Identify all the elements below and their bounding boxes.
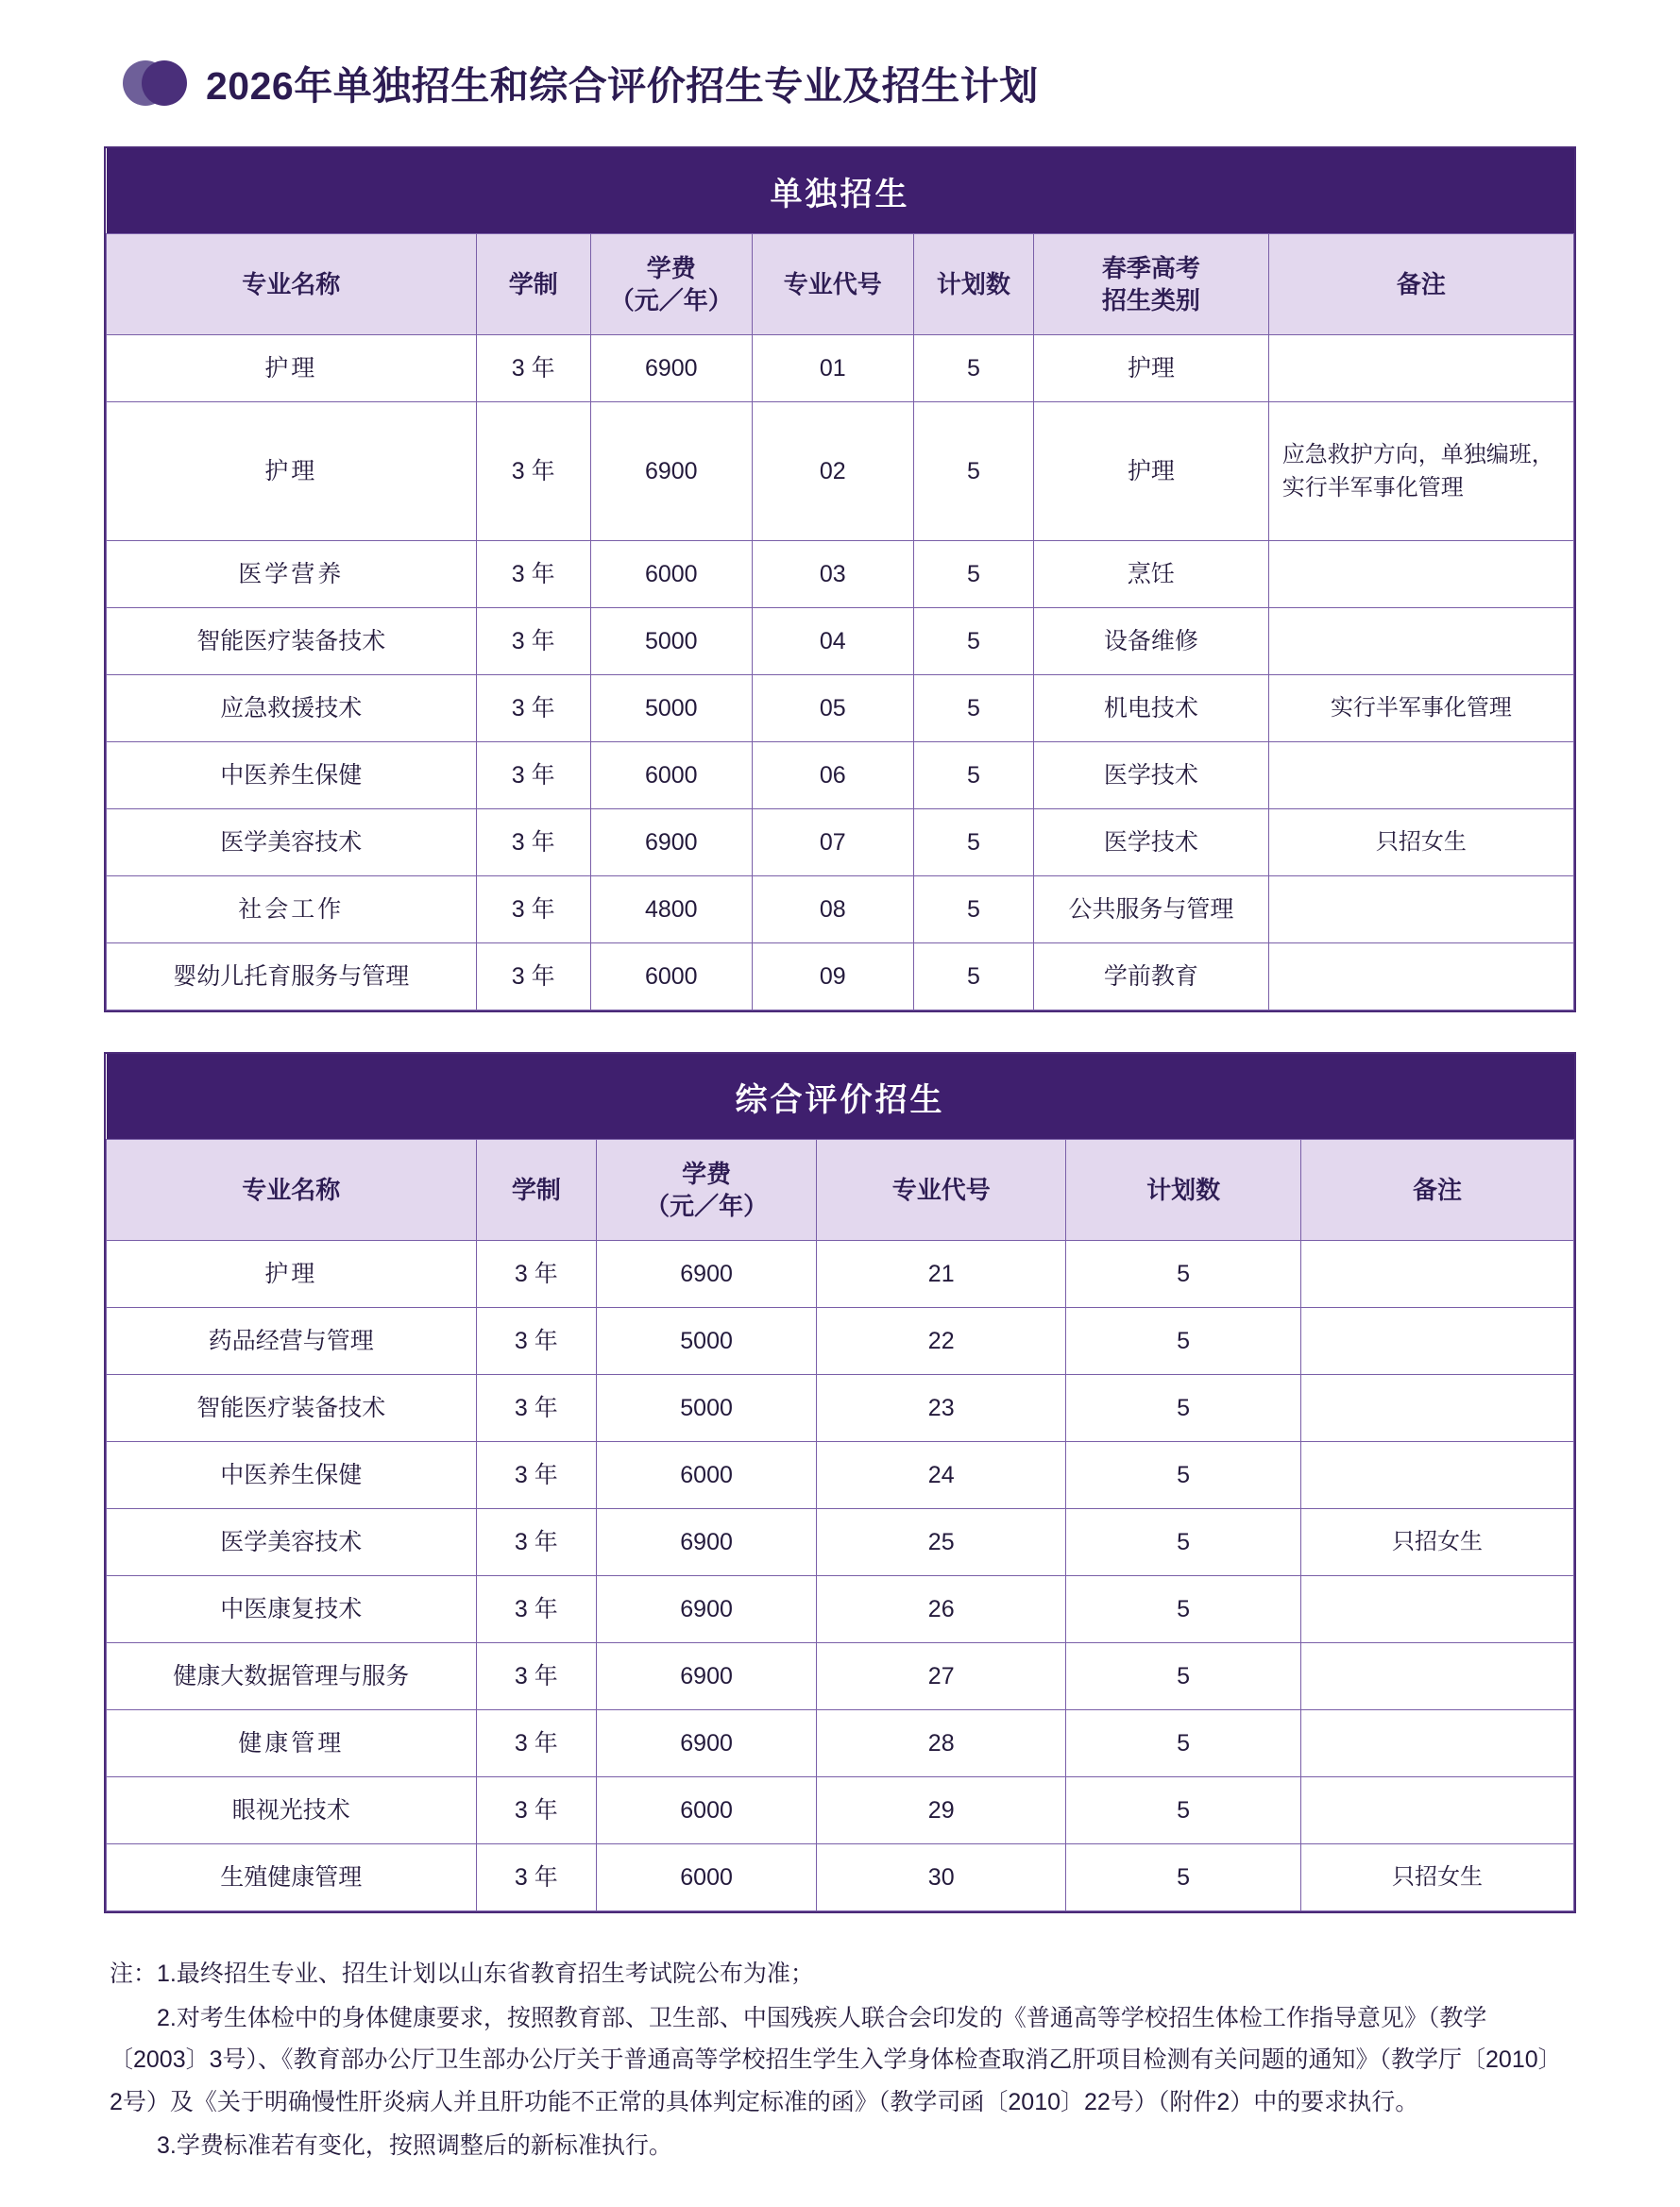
col-header-major-code: 专业代号 (752, 234, 913, 335)
notes-section (110, 1953, 1572, 2167)
cell-plan-count: 5 (1066, 1777, 1301, 1844)
cell-study-length: 3 年 (476, 1844, 596, 1911)
col-header-tuition-line2: （元／年） (609, 286, 733, 314)
cell-plan-count: 5 (913, 675, 1033, 742)
comprehensive-admission-table (106, 1054, 1574, 1911)
table-row (107, 335, 1574, 402)
two-circles-decoration-icon (123, 57, 185, 110)
cell-tuition: 6900 (597, 1509, 817, 1576)
cell-plan-count: 5 (1066, 1442, 1301, 1509)
cell-major-name: 生殖健康管理 (107, 1844, 477, 1911)
cell-remark (1300, 1308, 1573, 1375)
cell-plan-count: 5 (1066, 1643, 1301, 1710)
cell-major-name: 护理 (107, 335, 477, 402)
cell-major-name: 护理 (107, 1241, 477, 1308)
cell-remark (1300, 1375, 1573, 1442)
cell-tuition: 6000 (590, 742, 752, 809)
col-header-study-length: 学制 (476, 1140, 596, 1241)
cell-major-code: 26 (817, 1576, 1066, 1643)
cell-category: 机电技术 (1034, 675, 1269, 742)
cell-plan-count: 5 (1066, 1710, 1301, 1777)
col-header-category-line2: 招生类别 (1101, 286, 1200, 314)
cell-major-code: 09 (752, 943, 913, 1010)
col-header-study-length: 学制 (476, 234, 590, 335)
page-title: 2026年单独招生和综合评价招生专业及招生计划 (206, 64, 1039, 108)
cell-remark: 实行半军事化管理 (1268, 675, 1573, 742)
cell-plan-count: 5 (1066, 1375, 1301, 1442)
comprehensive-admission-band-title: 综合评价招生 (107, 1054, 1574, 1140)
cell-plan-count: 5 (913, 943, 1033, 1010)
cell-major-code: 29 (817, 1777, 1066, 1844)
cell-study-length: 3 年 (476, 876, 590, 943)
cell-major-code: 21 (817, 1241, 1066, 1308)
col-header-tuition (597, 1140, 817, 1241)
cell-remark (1268, 335, 1573, 402)
cell-tuition: 4800 (590, 876, 752, 943)
cell-major-name: 健康管理 (107, 1710, 477, 1777)
cell-major-code: 27 (817, 1643, 1066, 1710)
cell-tuition: 6900 (597, 1643, 817, 1710)
cell-major-name: 药品经营与管理 (107, 1308, 477, 1375)
cell-category: 医学技术 (1034, 742, 1269, 809)
cell-remark (1268, 742, 1573, 809)
col-header-major-name: 专业名称 (107, 234, 477, 335)
cell-tuition: 6900 (590, 809, 752, 876)
table-row (107, 1710, 1574, 1777)
cell-tuition: 5000 (590, 675, 752, 742)
col-header-spring-exam-category (1034, 234, 1269, 335)
cell-major-name: 眼视光技术 (107, 1777, 477, 1844)
cell-plan-count: 5 (1066, 1308, 1301, 1375)
note-line-1: 注：1.最终招生专业、招生计划以山东省教育招生考试院公布为准； (110, 1961, 814, 1987)
table-row (107, 1375, 1574, 1442)
cell-major-code: 24 (817, 1442, 1066, 1509)
col-header-major-code: 专业代号 (817, 1140, 1066, 1241)
cell-study-length: 3 年 (476, 675, 590, 742)
cell-study-length: 3 年 (476, 608, 590, 675)
cell-plan-count: 5 (1066, 1509, 1301, 1576)
cell-major-name: 医学美容技术 (107, 809, 477, 876)
cell-tuition: 6900 (590, 402, 752, 541)
cell-major-code: 22 (817, 1308, 1066, 1375)
cell-tuition: 5000 (597, 1308, 817, 1375)
cell-plan-count: 5 (913, 608, 1033, 675)
comprehensive-admission-table-wrapper (104, 1052, 1576, 1913)
cell-major-code: 30 (817, 1844, 1066, 1911)
cell-major-name: 智能医疗装备技术 (107, 608, 477, 675)
cell-remark: 只招女生 (1268, 809, 1573, 876)
cell-major-code: 01 (752, 335, 913, 402)
cell-major-name: 社会工作 (107, 876, 477, 943)
cell-major-code: 05 (752, 675, 913, 742)
col-header-major-name: 专业名称 (107, 1140, 477, 1241)
cell-major-code: 06 (752, 742, 913, 809)
cell-major-name: 婴幼儿托育服务与管理 (107, 943, 477, 1010)
table-row (107, 809, 1574, 876)
cell-tuition: 6000 (597, 1844, 817, 1911)
cell-study-length: 3 年 (476, 1509, 596, 1576)
cell-tuition: 5000 (590, 608, 752, 675)
col-header-remark: 备注 (1300, 1140, 1573, 1241)
cell-study-length: 3 年 (476, 943, 590, 1010)
cell-category: 护理 (1034, 402, 1269, 541)
table-row (107, 1844, 1574, 1911)
page-title-row (123, 55, 1576, 110)
cell-major-name: 护理 (107, 402, 477, 541)
col-header-category-line1: 春季高考 (1101, 253, 1200, 282)
cell-tuition: 6900 (597, 1576, 817, 1643)
cell-tuition: 6900 (590, 335, 752, 402)
cell-plan-count: 5 (1066, 1576, 1301, 1643)
cell-tuition: 6000 (597, 1442, 817, 1509)
cell-study-length: 3 年 (476, 1442, 596, 1509)
table-row (107, 1509, 1574, 1576)
cell-plan-count: 5 (913, 742, 1033, 809)
cell-plan-count: 5 (913, 335, 1033, 402)
table-row (107, 1241, 1574, 1308)
table-row (107, 1308, 1574, 1375)
col-header-remark: 备注 (1268, 234, 1573, 335)
cell-study-length: 3 年 (476, 809, 590, 876)
table-row (107, 1777, 1574, 1844)
cell-study-length: 3 年 (476, 1643, 596, 1710)
col-header-tuition (590, 234, 752, 335)
cell-study-length: 3 年 (476, 1710, 596, 1777)
cell-tuition: 6000 (590, 541, 752, 608)
table-row (107, 1442, 1574, 1509)
cell-study-length: 3 年 (476, 1576, 596, 1643)
cell-remark (1300, 1241, 1573, 1308)
cell-tuition: 6900 (597, 1710, 817, 1777)
col-header-tuition-line1: 学费 (646, 253, 696, 282)
cell-study-length: 3 年 (476, 541, 590, 608)
cell-major-name: 中医养生保健 (107, 742, 477, 809)
table-row (107, 943, 1574, 1010)
cell-major-name: 健康大数据管理与服务 (107, 1643, 477, 1710)
cell-major-name: 应急救援技术 (107, 675, 477, 742)
cell-remark (1300, 1442, 1573, 1509)
cell-major-name: 医学美容技术 (107, 1509, 477, 1576)
col-header-plan-count: 计划数 (1066, 1140, 1301, 1241)
cell-remark (1268, 876, 1573, 943)
cell-major-name: 智能医疗装备技术 (107, 1375, 477, 1442)
table-row (107, 1643, 1574, 1710)
cell-remark: 只招女生 (1300, 1509, 1573, 1576)
comprehensive-admission-table-body (107, 1241, 1574, 1911)
col-header-tuition-line2: （元／年） (645, 1192, 769, 1220)
cell-tuition: 6000 (590, 943, 752, 1010)
cell-tuition: 6900 (597, 1241, 817, 1308)
cell-major-code: 03 (752, 541, 913, 608)
single-admission-table (106, 148, 1574, 1010)
cell-plan-count: 5 (913, 402, 1033, 541)
cell-remark (1300, 1777, 1573, 1844)
cell-major-name: 中医康复技术 (107, 1576, 477, 1643)
cell-tuition: 6000 (597, 1777, 817, 1844)
cell-plan-count: 5 (1066, 1241, 1301, 1308)
cell-remark: 只招女生 (1300, 1844, 1573, 1911)
cell-major-code: 02 (752, 402, 913, 541)
cell-remark: 应急救护方向，单独编班，实行半军事化管理 (1268, 402, 1573, 541)
cell-remark (1300, 1643, 1573, 1710)
cell-major-code: 08 (752, 876, 913, 943)
table-row (107, 742, 1574, 809)
cell-study-length: 3 年 (476, 402, 590, 541)
cell-remark (1268, 608, 1573, 675)
cell-major-code: 23 (817, 1375, 1066, 1442)
cell-major-code: 04 (752, 608, 913, 675)
single-admission-table-wrapper (104, 146, 1576, 1012)
single-admission-band-title: 单独招生 (107, 148, 1574, 234)
cell-remark (1268, 943, 1573, 1010)
table-row (107, 402, 1574, 541)
cell-major-name: 医学营养 (107, 541, 477, 608)
note-line-2: 2.对考生体检中的身体健康要求，按照教育部、卫生部、中国残疾人联合会印发的《普通高等学校招生体检工作指导意见》（教学〔2003〕3号）、《教育部办公厅卫生部办公厅关于普通高等学校招生学生入学身体检查取消乙肝项目检测有关问题的通知》（教学厅〔2010〕2号）及《关于明确慢性肝炎病人并且肝功能不正常的具体判定标准的函》（教学司函〔2010〕22号）（附件2）中的要求执行。 (110, 2004, 1562, 2115)
cell-major-code: 07 (752, 809, 913, 876)
cell-plan-count: 5 (913, 541, 1033, 608)
cell-major-code: 28 (817, 1710, 1066, 1777)
table-row (107, 1576, 1574, 1643)
col-header-plan-count: 计划数 (913, 234, 1033, 335)
cell-category: 护理 (1034, 335, 1269, 402)
cell-category: 公共服务与管理 (1034, 876, 1269, 943)
table-row (107, 675, 1574, 742)
cell-remark (1300, 1710, 1573, 1777)
col-header-tuition-line1: 学费 (682, 1159, 732, 1188)
cell-plan-count: 5 (1066, 1844, 1301, 1911)
cell-study-length: 3 年 (476, 1375, 596, 1442)
cell-category: 设备维修 (1034, 608, 1269, 675)
cell-category: 烹饪 (1034, 541, 1269, 608)
cell-plan-count: 5 (913, 809, 1033, 876)
single-admission-table-body (107, 335, 1574, 1010)
cell-major-code: 25 (817, 1509, 1066, 1576)
cell-major-name: 中医养生保健 (107, 1442, 477, 1509)
cell-category: 医学技术 (1034, 809, 1269, 876)
cell-remark (1268, 541, 1573, 608)
cell-tuition: 5000 (597, 1375, 817, 1442)
table-row (107, 541, 1574, 608)
cell-study-length: 3 年 (476, 742, 590, 809)
cell-study-length: 3 年 (476, 1777, 596, 1844)
table-row (107, 608, 1574, 675)
cell-study-length: 3 年 (476, 1241, 596, 1308)
table-row (107, 876, 1574, 943)
cell-category: 学前教育 (1034, 943, 1269, 1010)
cell-study-length: 3 年 (476, 1308, 596, 1375)
note-line-3: 3.学费标准若有变化，按照调整后的新标准执行。 (157, 2132, 672, 2159)
cell-study-length: 3 年 (476, 335, 590, 402)
cell-remark (1300, 1576, 1573, 1643)
cell-plan-count: 5 (913, 876, 1033, 943)
